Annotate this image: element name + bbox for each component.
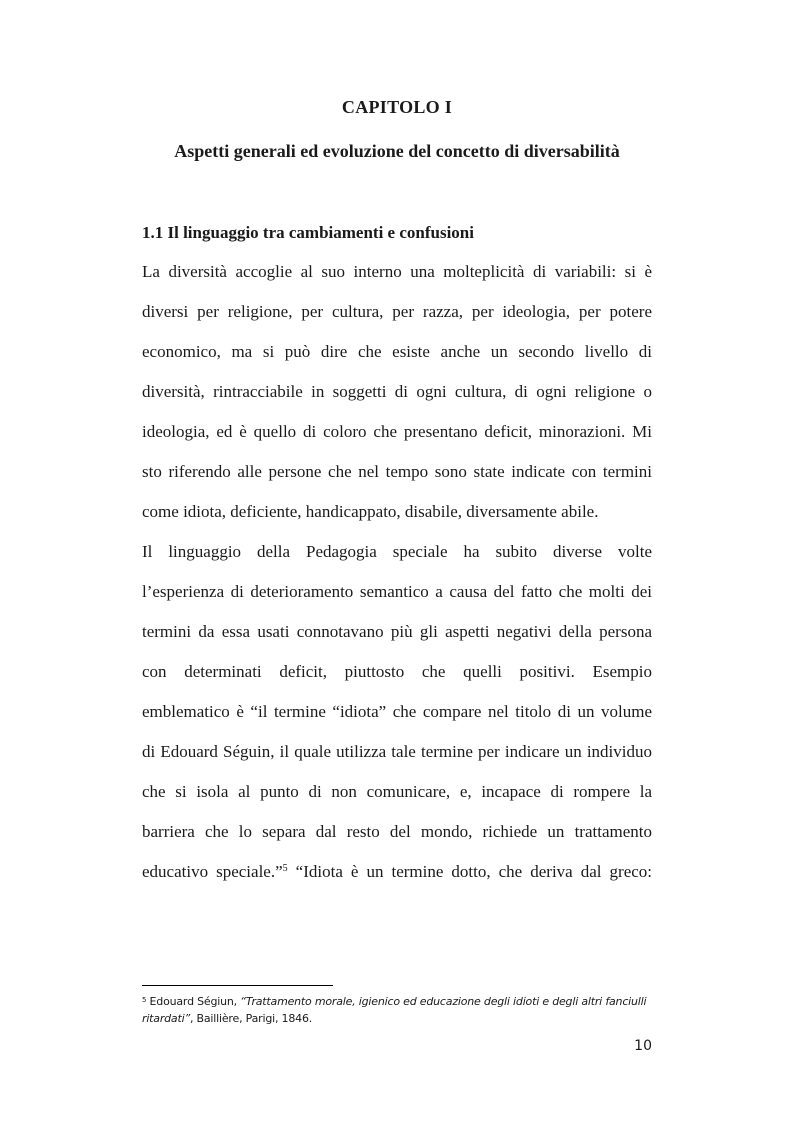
body-line: diversi per religione, per cultura, per razza, per ideologia, per potere [142, 302, 652, 321]
chapter-label: CAPITOLO I [341, 97, 453, 117]
footnote-reference[interactable]: 5 [282, 863, 288, 874]
section-heading: 1.1 Il linguaggio tra cambiamenti e confusioni [142, 223, 474, 242]
footnote-publisher: , Baillière, Parigi, 1846. [189, 1012, 313, 1025]
footnote-marker: 5 [142, 996, 147, 1004]
body-line: che si isola al punto di non comunicare, e, incapace di rompere la [142, 782, 652, 801]
body-line: di Edouard Séguin, il quale utilizza tale termine per indicare un individuo [142, 742, 652, 761]
body-line: diversità, rintracciabile in soggetti di ogni cultura, di ogni religione o [142, 382, 652, 401]
footnote [142, 993, 652, 1027]
body-line: ideologia, ed è quello di coloro che presentano deficit, minorazioni. Mi [142, 422, 652, 441]
body-line-final [142, 861, 652, 883]
body-line: emblematico è “il termine “idiota” che compare nel titolo di un volume [142, 702, 652, 721]
body-line: barriera che lo separa dal resto del mondo, richiede un trattamento [142, 822, 652, 841]
body-line: l’esperienza di deterioramento semantico a causa del fatto che molti dei [142, 582, 652, 601]
body-line: Il linguaggio della Pedagogia speciale ha subito diverse volte [142, 542, 652, 561]
body-line: La diversità accoglie al suo interno una molteplicità di variabili: si è [142, 262, 652, 281]
chapter-title: Aspetti generali ed evoluzione del concetto di diversabilità [174, 141, 620, 161]
footnote-author: Edouard Ségiun, [146, 995, 241, 1008]
body-line: con determinati deficit, piuttosto che quelli positivi. Esempio [142, 662, 652, 681]
body-line: come idiota, deficiente, handicappato, disabile, diversamente abile. [142, 502, 599, 521]
footnote-separator [142, 985, 333, 986]
body-line: sto riferendo alle persone che nel tempo sono state indicate con termini [142, 462, 652, 481]
final-line-start: educativo speciale.” [142, 862, 283, 881]
footnote-title: “Trattamento morale, igienico ed educazione degli idioti e degli altri fanciulli ritardati” [142, 995, 647, 1025]
body-line: economico, ma si può dire che esiste anche un secondo livello di [142, 342, 652, 361]
final-line-end: “Idiota è un termine dotto, che deriva dal greco: [287, 862, 653, 881]
page-number: 10 [634, 1038, 652, 1054]
body-line: termini da essa usati connotavano più gli aspetti negativi della persona [142, 622, 652, 641]
